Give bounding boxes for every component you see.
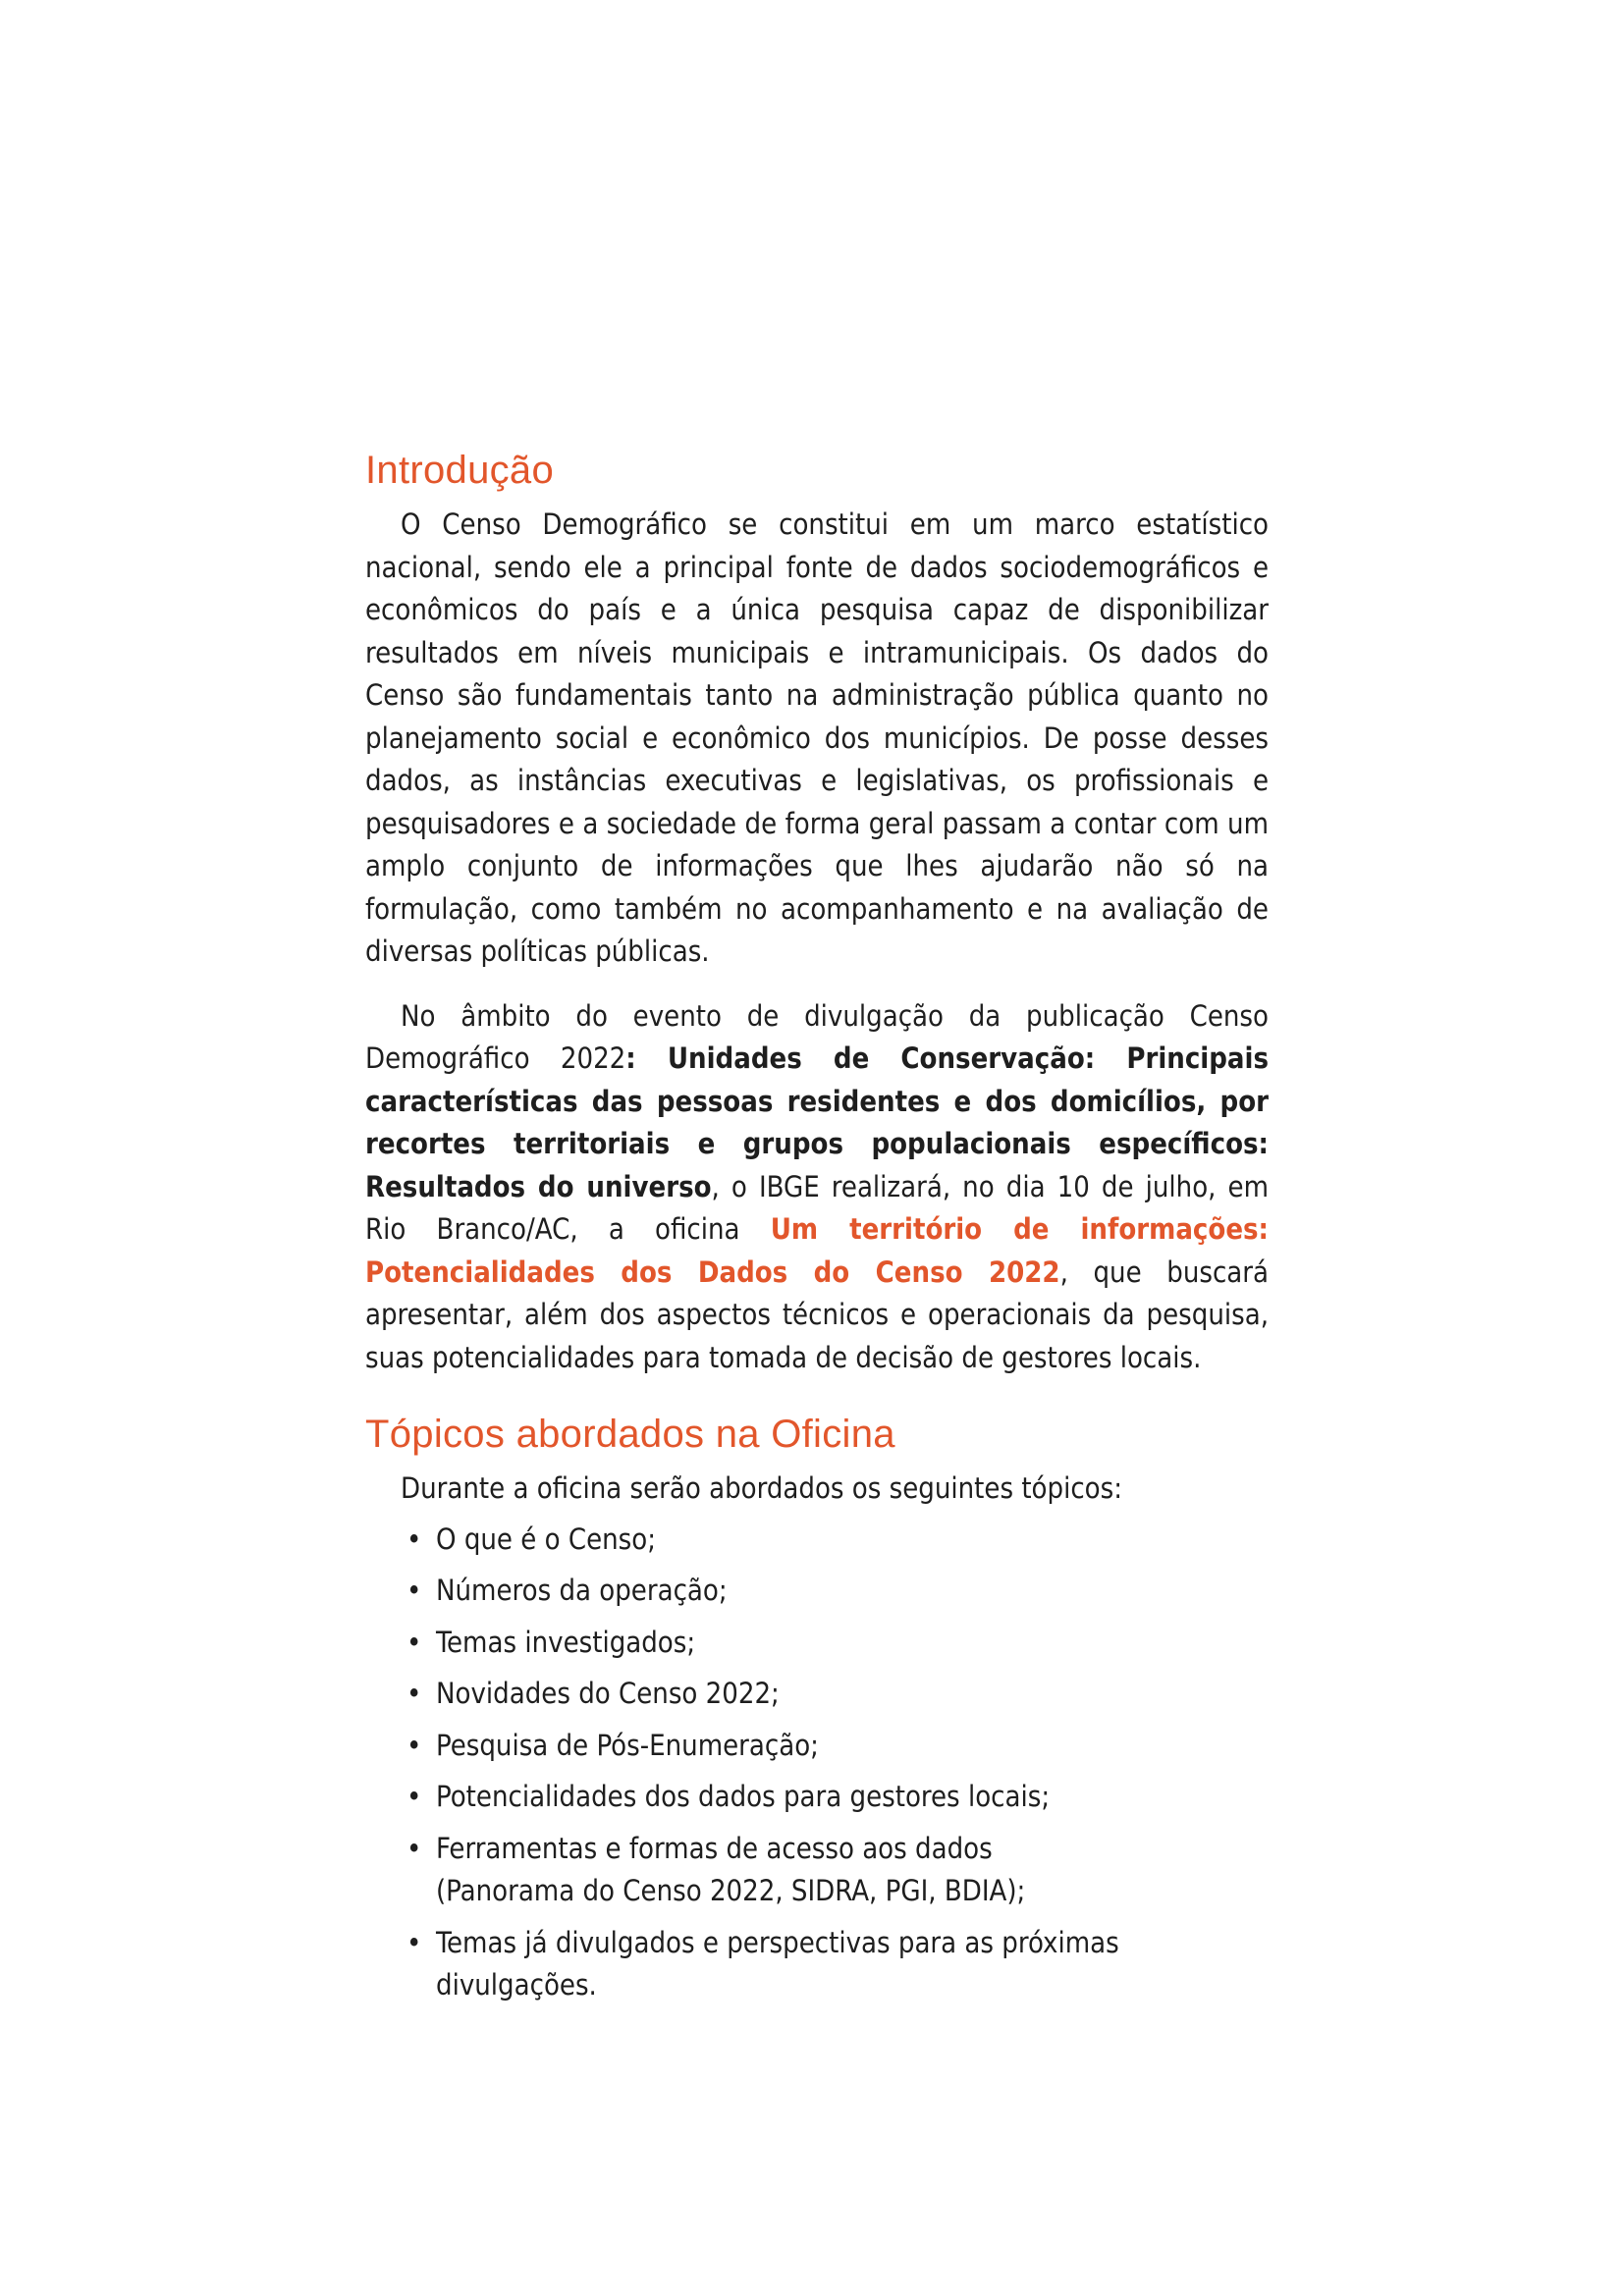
- list-item-label: Ferramentas e formas de acesso aos dados: [436, 1831, 993, 1865]
- list-item-label: Novidades do Censo 2022;: [436, 1677, 780, 1710]
- bullet-icon: •: [406, 1574, 422, 1607]
- section-title-topicos: Tópicos abordados na Oficina: [365, 1413, 895, 1456]
- section-title-introducao: Introdução: [365, 449, 555, 492]
- list-item: [406, 1673, 1269, 1716]
- list-item: [406, 1725, 1269, 1768]
- intro-paragraph-1: O Censo Demográfico se constitui em um marco estatístico nacional, sendo ele a principal fonte de dados sociodemográficos e econômicos do país e a única pesquisa capaz de disponibilizar resultados em níveis municipais e intramunicipais. Os dados do Censo são fundamentais tanto na administração pública quanto no planejamento social e econômico dos municípios. De posse desses dados, as instâncias executivas e legislativas, os profissionais e pesquisadores e a sociedade de forma geral passam a contar com um amplo conjunto de informações que lhes ajudarão não só na formulação, como também no acompanhamento e na avaliação de diversas políticas públicas.: [365, 507, 1269, 968]
- bullet-icon: •: [406, 1625, 422, 1659]
- list-item-label: O que é o Censo;: [436, 1522, 657, 1556]
- topics-intro: Durante a oficina serão abordados os seguintes tópicos:: [401, 1471, 1123, 1505]
- bullet-icon: •: [406, 1925, 422, 1959]
- list-item-label: Temas investigados;: [436, 1625, 696, 1659]
- bullet-icon: •: [406, 1677, 422, 1710]
- list-item-label: Números da operação;: [436, 1574, 728, 1607]
- p2-text-a: No âmbito do evento de divulgação da publicação Censo Demográfico 2022: [365, 998, 1269, 1075]
- intro-paragraph-2: [365, 995, 1269, 1380]
- list-item: [406, 1828, 1269, 1913]
- workshop-title: Um território de informações: Potencialidades dos Dados do Censo 2022: [365, 1212, 1269, 1289]
- list-item: [406, 1922, 1269, 2007]
- list-item-label: Pesquisa de Pós-Enumeração;: [436, 1728, 819, 1762]
- list-item: [406, 1570, 1269, 1613]
- bullet-icon: •: [406, 1831, 422, 1865]
- publication-title: : Unidades de Conservação: Principais características das pessoas residentes e dos domicílios, por recortes territoriais e grupos populacionais específicos: Resultados do universo: [365, 1041, 1269, 1203]
- p2-text-e: , que buscará apresentar, além dos aspectos técnicos e operacionais da pesquisa, suas potencialidades para tomada de decisão de gestores locais.: [365, 1255, 1269, 1374]
- list-item: [406, 1622, 1269, 1665]
- p2-text-c: , o IBGE realizará, no dia 10 de julho, em Rio Branco/AC, a oficina: [365, 1169, 1269, 1246]
- bullet-icon: •: [406, 1728, 422, 1762]
- list-item-label-continuation: (Panorama do Censo 2022, SIDRA, PGI, BDIA);: [436, 1874, 1026, 1907]
- list-item: [406, 1519, 1269, 1562]
- bullet-icon: •: [406, 1522, 422, 1556]
- list-item-label: Temas já divulgados e perspectivas para as próximas divulgações.: [436, 1925, 1119, 2002]
- topics-list: [365, 1519, 1269, 2007]
- list-item: [406, 1776, 1269, 1819]
- list-item-label: Potencialidades dos dados para gestores locais;: [436, 1780, 1051, 1813]
- bullet-icon: •: [406, 1780, 422, 1813]
- document-page: [365, 447, 1269, 2016]
